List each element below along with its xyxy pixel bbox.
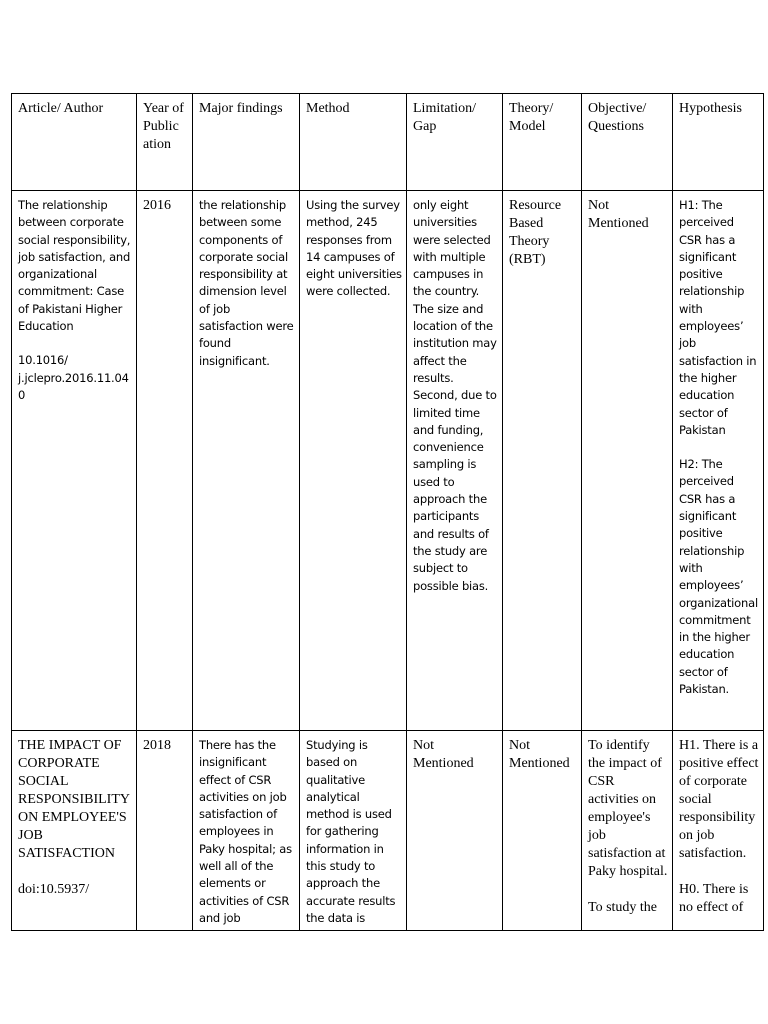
row-2-limitation: Not Mentioned bbox=[407, 731, 503, 931]
row-2-article-doi: doi:10.5937/ bbox=[18, 882, 90, 897]
row-1-article-doi: 10.1016/ j.jclepro.2016.11.040 bbox=[18, 353, 129, 402]
row-1-objective: Not Mentioned bbox=[582, 191, 673, 731]
row-1-theory: Resource Based Theory (RBT) bbox=[503, 191, 582, 731]
header-objective-questions: Objective/ Questions bbox=[582, 94, 673, 191]
row-2-hypothesis-cell bbox=[673, 731, 764, 931]
literature-review-table bbox=[11, 93, 764, 931]
row-1-method: Using the survey method, 245 responses from 14 campuses of eight universities were collected. bbox=[300, 191, 407, 731]
table-row bbox=[12, 191, 764, 731]
row-2-hypothesis-h1: H1. There is a positive effect of corporate social responsibility on job satisfaction. bbox=[679, 738, 759, 861]
row-2-objective-cell bbox=[582, 731, 673, 931]
row-2-article-title: THE IMPACT OF CORPORATE SOCIAL RESPONSIBILITY ON EMPLOYEE'S JOB SATISFACTION bbox=[18, 738, 130, 861]
row-1-hypothesis-h1: H1: The perceived CSR has a significant positive relationship with employees’ job satisfaction in the higher education sector of Pakistan bbox=[679, 198, 757, 437]
row-2-major-findings: There has the insignificant effect of CSR activities on job satisfaction of employees in Paky hospital; as well all of the elements or activities of CSR and job bbox=[193, 731, 300, 931]
header-method: Method bbox=[300, 94, 407, 191]
header-major-findings: Major findings bbox=[193, 94, 300, 191]
row-1-hypothesis-cell bbox=[673, 191, 764, 731]
row-2-article-cell bbox=[12, 731, 137, 931]
header-limitation-gap: Limitation/ Gap bbox=[407, 94, 503, 191]
row-1-year: 2016 bbox=[137, 191, 193, 731]
row-2-method: Studying is based on qualitative analytical method is used for gathering information in this study to approach the accurate results the data is bbox=[300, 731, 407, 931]
header-year: Year of Public ation bbox=[137, 94, 193, 191]
row-2-objective-1: To identify the impact of CSR activities on employee's job satisfaction at Paky hospital. bbox=[588, 738, 668, 879]
row-2-objective-2: To study the bbox=[588, 900, 658, 915]
header-hypothesis: Hypothesis bbox=[673, 94, 764, 191]
row-1-article-cell bbox=[12, 191, 137, 731]
header-theory-model: Theory/ Model bbox=[503, 94, 582, 191]
row-1-hypothesis-h2: H2: The perceived CSR has a significant positive relationship with employees’ organizational commitment in the higher education sector of Pakistan. bbox=[679, 457, 758, 697]
row-1-limitation: only eight universities were selected with multiple campuses in the country. The size and location of the institution may affect the results. Second, due to limited time and funding, convenience sampling is used to approach the participants and results of the study are subject to possible bias. bbox=[407, 191, 503, 731]
table-row bbox=[12, 731, 764, 931]
row-2-year: 2018 bbox=[137, 731, 193, 931]
row-1-major-findings: the relationship between some components of corporate social responsibility at dimension level of job satisfaction were found insignificant. bbox=[193, 191, 300, 731]
table-header-row bbox=[12, 94, 764, 191]
row-2-theory: Not Mentioned bbox=[503, 731, 582, 931]
header-article-author: Article/ Author bbox=[12, 94, 137, 191]
row-1-article-title: The relationship between corporate social responsibility, job satisfaction, and organizational commitment: Case of Pakistani Higher Education bbox=[18, 198, 131, 334]
row-2-hypothesis-h0: H0. There is no effect of bbox=[679, 882, 749, 915]
